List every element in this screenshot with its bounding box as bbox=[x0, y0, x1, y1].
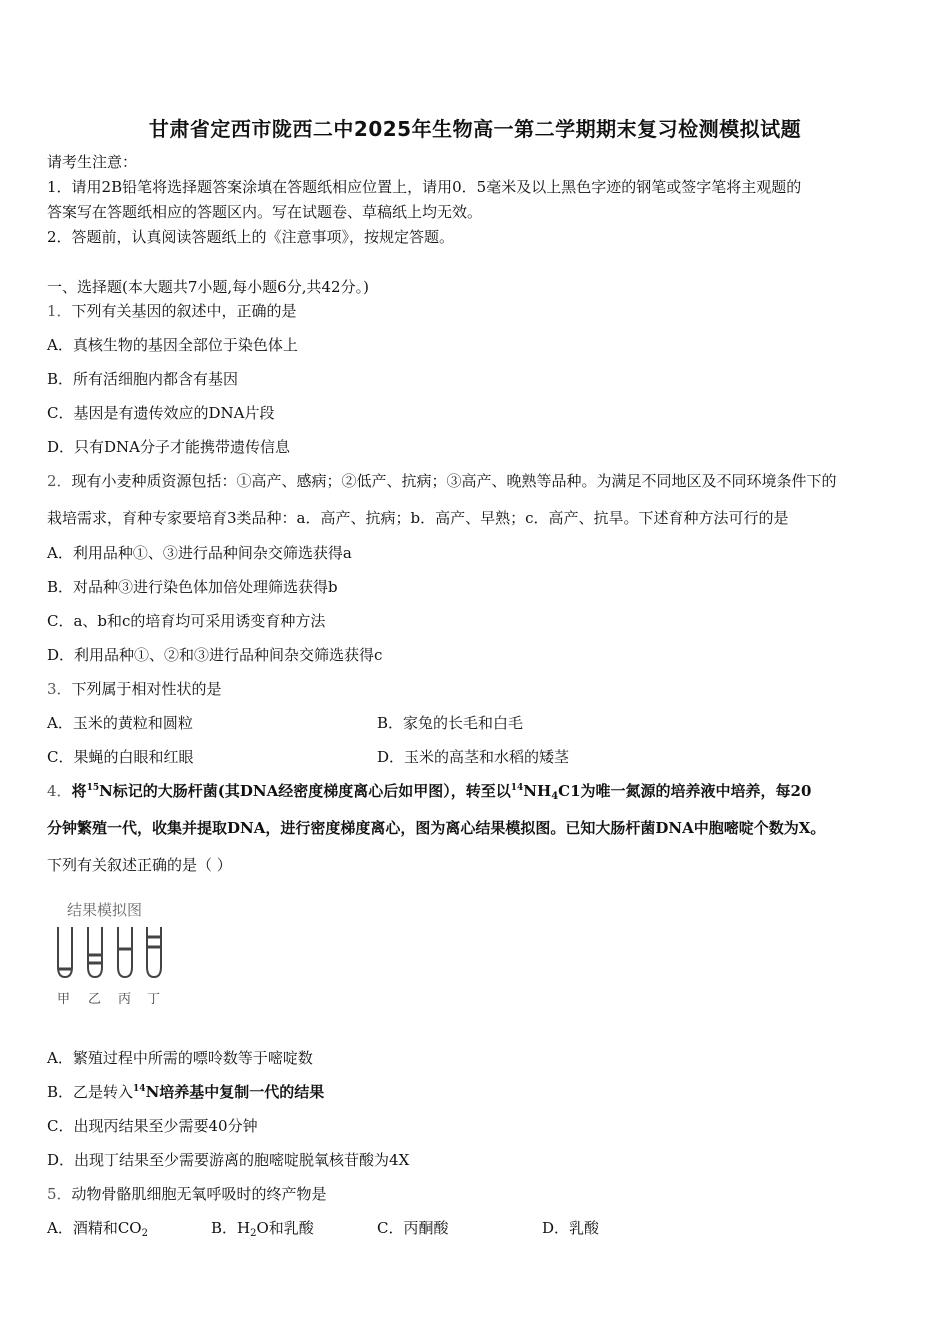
subscript-4: 4 bbox=[551, 791, 559, 802]
question-5-option-b bbox=[211, 1218, 314, 1238]
figure-label-jia: 甲 bbox=[57, 992, 71, 1007]
question-4-option-b-text-1: B．乙是转入 bbox=[47, 1083, 134, 1101]
question-4-option-d: D．出现丁结果至少需要游离的胞嘧啶脱氧核苷酸为4X bbox=[47, 1151, 410, 1169]
question-5-option-b-text-2: O和乳酸 bbox=[256, 1219, 314, 1237]
figure-label-yi: 乙 bbox=[88, 992, 102, 1007]
question-2-option-b: B．对品种③进行染色体加倍处理筛选获得b bbox=[47, 578, 338, 596]
page-title: 甘肃省定西市陇西二中2025年生物高一第二学期期末复习检测模拟试题 bbox=[148, 117, 802, 141]
question-2-stem-a bbox=[47, 471, 837, 491]
question-1-option-d: D．只有DNA分子才能携带遗传信息 bbox=[47, 438, 291, 456]
question-5-stem bbox=[47, 1184, 327, 1204]
question-5-option-d: D．乳酸 bbox=[542, 1219, 600, 1237]
figure-label-bing: 丙 bbox=[118, 992, 132, 1007]
tube-ding bbox=[147, 927, 161, 977]
notice-heading: 请考生注意： bbox=[47, 153, 138, 171]
question-1-number: 1． bbox=[47, 302, 72, 320]
question-2-option-d: D．利用品种①、②和③进行品种间杂交筛选获得c bbox=[47, 646, 383, 664]
question-5-option-a-text: A．酒精和CO bbox=[47, 1219, 142, 1237]
question-4-stem-b: 分钟繁殖一代，收集并提取DNA，进行密度梯度离心，图为离心结果模拟图。已知大肠杆菌DNA中胞嘧啶个数为X。 bbox=[47, 819, 826, 837]
question-2-text-a: 现有小麦种质资源包括：①高产、感病；②低产、抗病；③高产、晚熟等品种。为满足不同地区及不同环境条件下的 bbox=[71, 472, 837, 490]
tube-bing bbox=[118, 927, 132, 977]
question-2-number: 2． bbox=[47, 472, 72, 490]
notice-item-2: 2．答题前，认真阅读答题纸上的《注意事项》，按规定答题。 bbox=[47, 228, 455, 246]
subscript-2-a: 2 bbox=[141, 1228, 148, 1239]
question-4-option-b-text-2: N培养基中复制一代的结果 bbox=[145, 1083, 325, 1101]
question-4-text-a4: C1为唯一氮源的培养液中培养，每20 bbox=[558, 782, 812, 800]
superscript-14: 14 bbox=[510, 783, 524, 793]
question-5-option-b-text-1: B．H bbox=[211, 1219, 251, 1237]
question-5-text: 动物骨骼肌细胞无氧呼吸时的终产物是 bbox=[71, 1185, 327, 1203]
notice-item-1a: 1．请用2B铅笔将选择题答案涂填在答题纸相应位置上，请用0．5毫米及以上黑色字迹的钢笔或签字笔将主观题的 bbox=[47, 178, 802, 196]
question-1-option-a: A．真核生物的基因全部位于染色体上 bbox=[47, 336, 298, 354]
figure-label-ding: 丁 bbox=[147, 992, 161, 1007]
question-2-option-a: A．利用品种①、③进行品种间杂交筛选获得a bbox=[47, 544, 352, 562]
question-4-option-b bbox=[47, 1082, 324, 1102]
question-1-text: 下列有关基因的叙述中，正确的是 bbox=[71, 302, 297, 320]
question-5-option-c: C．丙酮酸 bbox=[377, 1219, 449, 1237]
question-1-option-c: C．基因是有遗传效应的DNA片段 bbox=[47, 404, 275, 422]
question-4-text-a1: 将 bbox=[71, 782, 87, 800]
question-3-text: 下列属于相对性状的是 bbox=[71, 680, 222, 698]
question-5-option-a bbox=[47, 1218, 148, 1238]
tube-jia bbox=[58, 927, 72, 977]
question-3-number: 3． bbox=[47, 680, 72, 698]
notice-item-1b: 答案写在答题纸相应的答题区内。写在试题卷、草稿纸上均无效。 bbox=[47, 203, 483, 221]
question-2-option-c: C．a、b和c的培育均可采用诱变育种方法 bbox=[47, 612, 326, 630]
question-3-option-c: C．果蝇的白眼和红眼 bbox=[47, 748, 194, 766]
question-4-number: 4． bbox=[47, 782, 72, 800]
question-3-option-b: B．家兔的长毛和白毛 bbox=[377, 714, 524, 732]
question-2-stem-b: 栽培需求，育种专家要培育3类品种：a．高产、抗病；b．高产、早熟；c．高产、抗旱。下述育种方法可行的是 bbox=[47, 509, 789, 527]
superscript-14-b: 14 bbox=[133, 1084, 146, 1094]
superscript-15: 15 bbox=[86, 783, 100, 793]
section-heading: 一、选择题(本大题共7小题,每小题6分,共42分。) bbox=[47, 278, 369, 296]
question-4-stem-a bbox=[47, 781, 811, 801]
question-1-option-b: B．所有活细胞内都含有基因 bbox=[47, 370, 239, 388]
question-1-stem bbox=[47, 301, 297, 321]
question-3-stem bbox=[47, 679, 222, 699]
question-4-option-c: C．出现丙结果至少需要40分钟 bbox=[47, 1117, 258, 1135]
centrifuge-result-figure bbox=[50, 897, 180, 1012]
subscript-2-b: 2 bbox=[250, 1228, 257, 1239]
question-4-text-a3: NH bbox=[523, 782, 552, 800]
question-4-option-a: A．繁殖过程中所需的嘌呤数等于嘧啶数 bbox=[47, 1049, 313, 1067]
question-3-option-a: A．玉米的黄粒和圆粒 bbox=[47, 714, 193, 732]
question-5-number: 5． bbox=[47, 1185, 72, 1203]
tube-yi bbox=[88, 927, 102, 977]
question-4-text-a2: N标记的大肠杆菌(其DNA经密度梯度离心后如甲图），转至以 bbox=[99, 782, 511, 800]
question-3-option-d: D．玉米的高茎和水稻的矮茎 bbox=[377, 748, 570, 766]
figure-caption: 结果模拟图 bbox=[67, 901, 143, 919]
question-4-stem-c: 下列有关叙述正确的是（ ） bbox=[47, 856, 232, 874]
